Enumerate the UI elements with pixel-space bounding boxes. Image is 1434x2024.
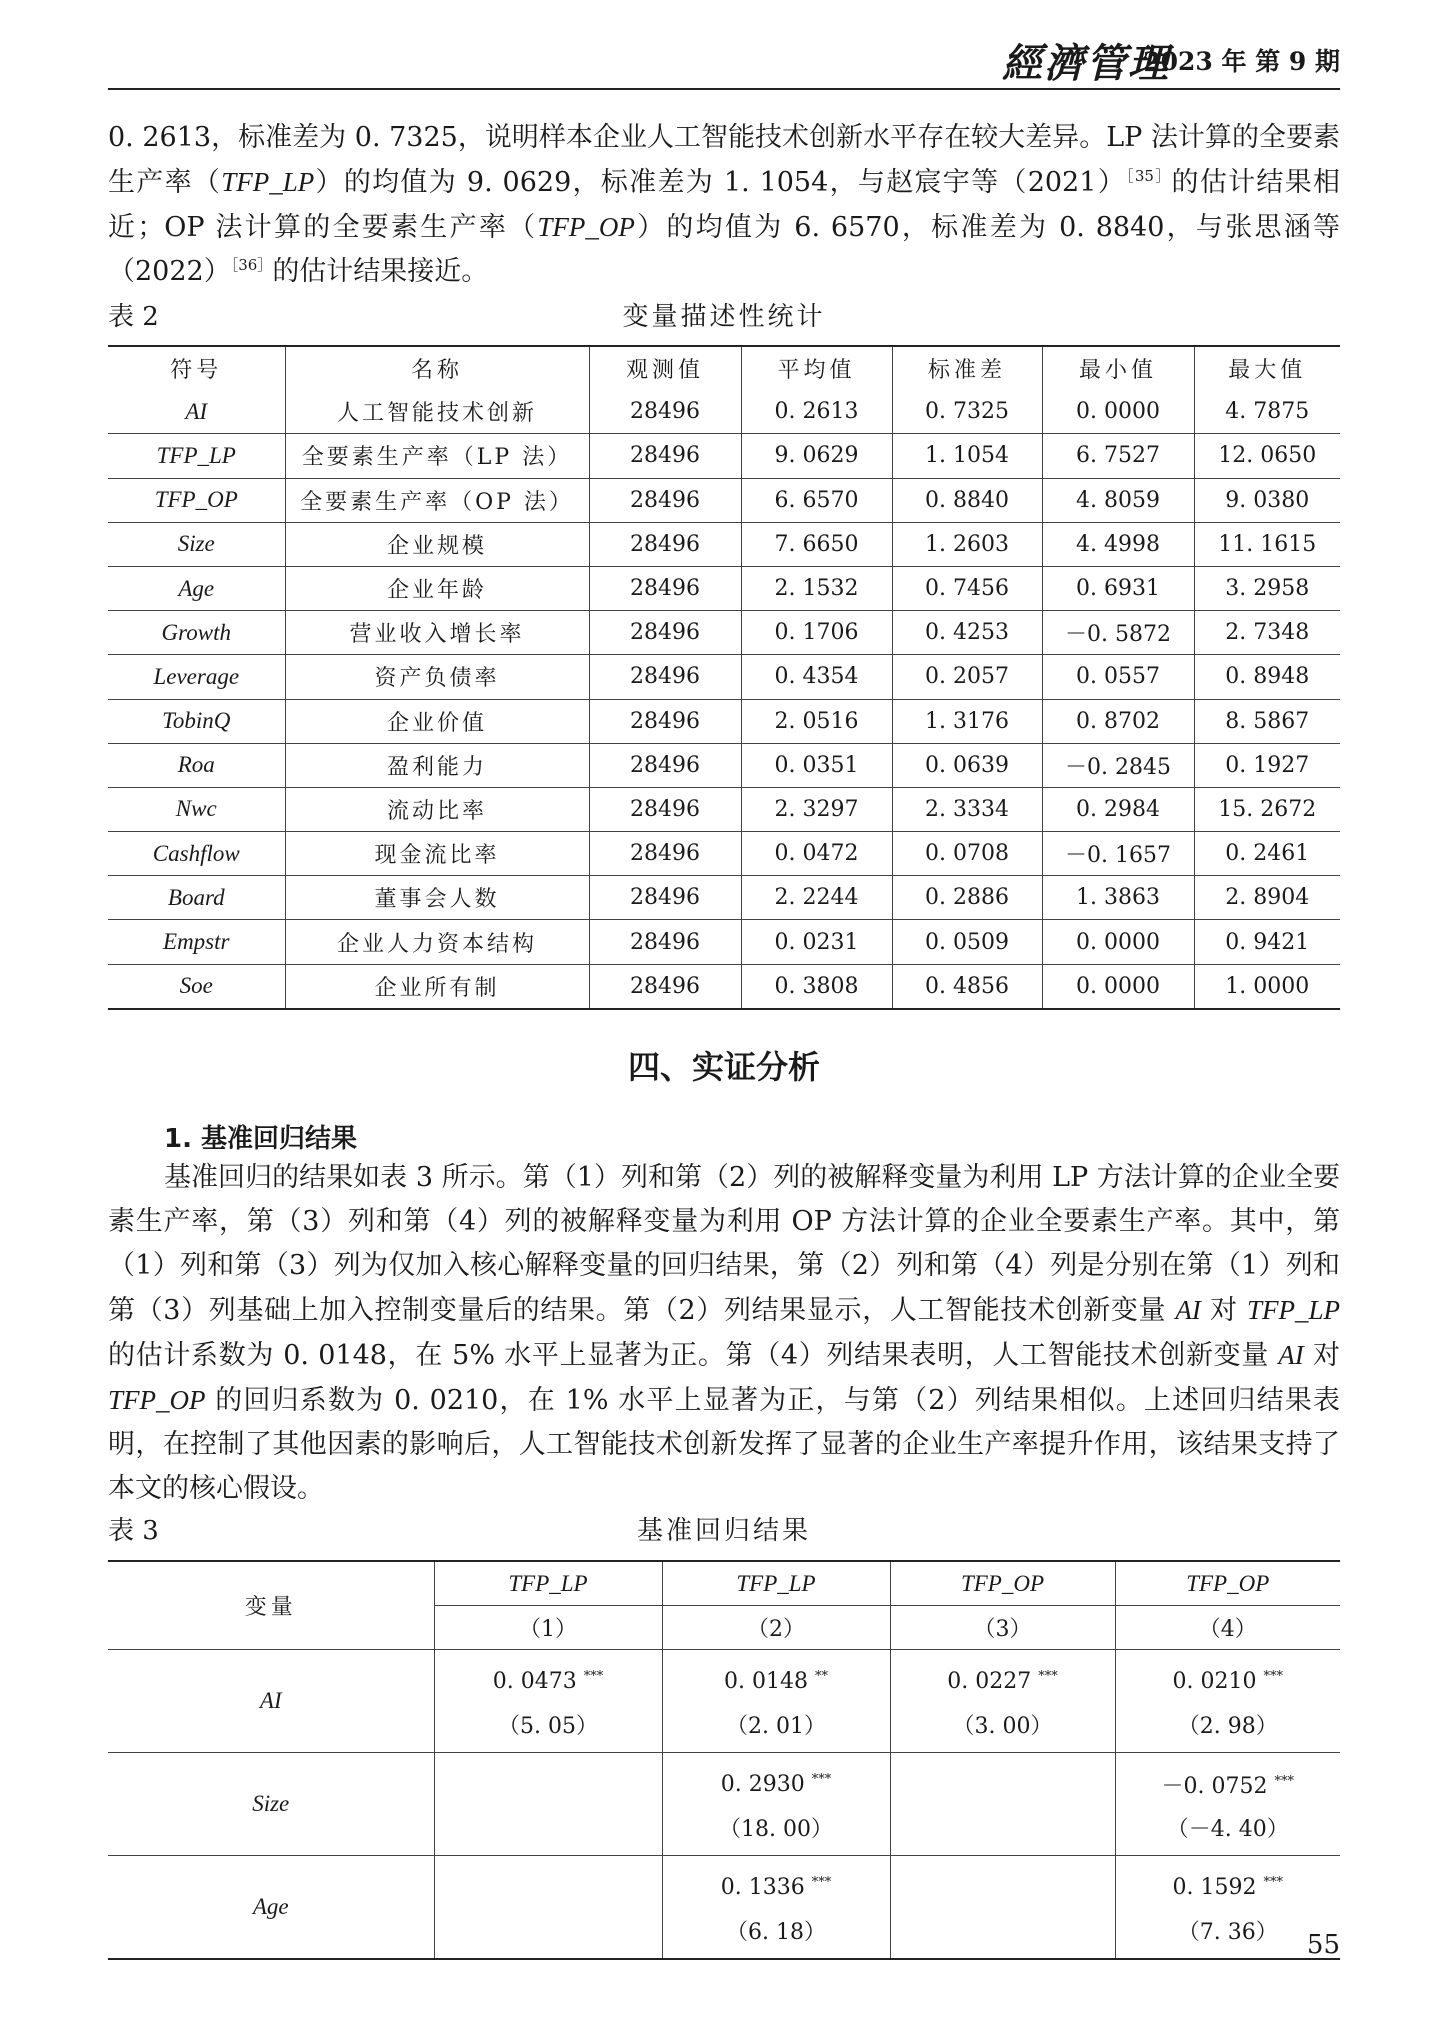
t-stat-cell	[890, 1909, 1115, 1959]
table-cell: 3. 2958	[1194, 566, 1340, 610]
dependent-var-cell: TFP_OP	[1115, 1561, 1340, 1606]
table-row	[108, 390, 1340, 434]
table-cell: 0. 0557	[1042, 655, 1194, 699]
table2-title: 变量描述性统计	[622, 302, 826, 332]
table-cell: 现金流比率	[285, 832, 589, 876]
table-cell: Roa	[108, 743, 285, 787]
table2-caption	[108, 296, 1340, 336]
table-cell: 2. 8904	[1194, 876, 1340, 920]
significance-stars: ***	[811, 1772, 832, 1787]
table-cell: 28496	[589, 522, 741, 566]
t-stat-cell: （3. 00）	[890, 1703, 1115, 1753]
table-cell: 0. 0000	[1042, 390, 1194, 434]
table-header-row	[108, 1561, 1340, 1606]
table-cell: 0. 4253	[892, 611, 1042, 655]
page-header	[108, 28, 1340, 90]
table-cell: Growth	[108, 611, 285, 655]
table-cell: －0. 1657	[1042, 832, 1194, 876]
significance-stars: **	[814, 1669, 828, 1684]
table-cell: 0. 4354	[741, 655, 892, 699]
table-cell: 企业年龄	[285, 566, 589, 610]
significance-stars: ***	[1274, 1774, 1294, 1789]
significance-stars: ***	[583, 1669, 604, 1684]
table3-number: 表 3	[108, 1516, 159, 1546]
table-cell: 2. 7348	[1194, 611, 1340, 655]
table-cell: 0. 8702	[1042, 699, 1194, 743]
table-row	[108, 1856, 1340, 1910]
table-row	[108, 434, 1340, 478]
table-cell: 28496	[589, 390, 741, 434]
table-cell: 0. 0639	[892, 743, 1042, 787]
table-cell: 28496	[589, 964, 741, 1009]
coefficient-cell: 0. 1592 ***	[1115, 1856, 1340, 1910]
t-stat-cell	[434, 1909, 662, 1959]
table-cell: Age	[108, 566, 285, 610]
column-number-cell: （3）	[890, 1606, 1115, 1650]
table-cell: 全要素生产率（OP 法）	[285, 478, 589, 522]
table-cell: 0. 3808	[741, 964, 892, 1009]
t-stat-cell: （6. 18）	[662, 1909, 890, 1959]
coefficient-cell: －0. 0752 ***	[1115, 1753, 1340, 1807]
table-cell: Soe	[108, 964, 285, 1009]
table-cell: 1. 0000	[1194, 964, 1340, 1009]
table-cell: 人工智能技术创新	[285, 390, 589, 434]
table-cell: 2. 3334	[892, 787, 1042, 831]
table-cell: 8. 5867	[1194, 699, 1340, 743]
table-cell: 4. 4998	[1042, 522, 1194, 566]
table-cell: 28496	[589, 566, 741, 610]
subsection-title: 1. 基准回归结果	[164, 1124, 358, 1154]
table-cell: 6. 6570	[741, 478, 892, 522]
significance-stars: ***	[1263, 1875, 1283, 1890]
table-row	[108, 920, 1340, 964]
table-cell: 2. 0516	[741, 699, 892, 743]
variable-cell: AI	[108, 1650, 434, 1753]
table-cell: AI	[108, 390, 285, 434]
table-cell: Cashflow	[108, 832, 285, 876]
table-cell: 企业所有制	[285, 964, 589, 1009]
table-cell: Size	[108, 522, 285, 566]
table-row	[108, 611, 1340, 655]
journal-title: 經濟管理	[1002, 40, 1170, 87]
table-header-cell: 最大值	[1194, 346, 1340, 390]
column-number-cell: （2）	[662, 1606, 890, 1650]
table-cell: 资产负债率	[285, 655, 589, 699]
t-stat-cell: （－4. 40）	[1166, 1817, 1289, 1842]
table-cell: 28496	[589, 699, 741, 743]
table-cell: 28496	[589, 655, 741, 699]
table-row	[108, 876, 1340, 920]
coefficient-cell: 0. 2930 ***	[662, 1753, 890, 1807]
table-cell: 全要素生产率（LP 法）	[285, 434, 589, 478]
table-cell: 12. 0650	[1194, 434, 1340, 478]
table-cell: 0. 2613	[741, 390, 892, 434]
table-row	[108, 832, 1340, 876]
section-title: 四、实证分析	[627, 1048, 820, 1086]
table-cell: 28496	[589, 920, 741, 964]
variable-cell: Size	[108, 1753, 434, 1856]
table-cell: 0. 0472	[741, 832, 892, 876]
table-cell: 4. 8059	[1042, 478, 1194, 522]
significance-stars: ***	[1038, 1669, 1058, 1684]
table-cell: －0. 5872	[1042, 611, 1194, 655]
table-cell: 0. 8840	[892, 478, 1042, 522]
table-cell: 企业价值	[285, 699, 589, 743]
table-cell: 7. 6650	[741, 522, 892, 566]
significance-stars: ***	[811, 1875, 832, 1890]
t-stat-cell: （7. 36）	[1177, 1920, 1278, 1945]
table-row	[108, 1650, 1340, 1704]
significance-stars: ***	[1263, 1669, 1283, 1684]
table-cell: 0. 2057	[892, 655, 1042, 699]
coefficient-cell	[890, 1753, 1115, 1807]
coefficient-cell: 0. 0210 ***	[1115, 1650, 1340, 1704]
table-cell: 企业人力资本结构	[285, 920, 589, 964]
table-cell: 9. 0380	[1194, 478, 1340, 522]
table-header-cell: 变量	[108, 1561, 434, 1650]
table-cell: 4. 7875	[1194, 390, 1340, 434]
table-cell: 0. 0231	[741, 920, 892, 964]
dependent-var-cell: TFP_LP	[434, 1561, 662, 1606]
table-cell: 11. 1615	[1194, 522, 1340, 566]
table-cell: TFP_LP	[108, 434, 285, 478]
table-cell: 0. 4856	[892, 964, 1042, 1009]
t-stat-cell	[890, 1806, 1115, 1856]
t-stat-cell: （2. 01）	[662, 1703, 890, 1753]
dependent-var-cell: TFP_LP	[662, 1561, 890, 1606]
table-cell: 0. 8948	[1194, 655, 1340, 699]
table2-number: 表 2	[108, 302, 159, 332]
table-cell: 2. 2244	[741, 876, 892, 920]
table-cell: 2. 1532	[741, 566, 892, 610]
table-cell: 1. 3863	[1042, 876, 1194, 920]
table-cell: 流动比率	[285, 787, 589, 831]
coefficient-cell: 0. 1336 ***	[662, 1856, 890, 1910]
table-cell: 营业收入增长率	[285, 611, 589, 655]
variable-cell: Age	[108, 1856, 434, 1960]
coefficient-cell	[434, 1753, 662, 1807]
intro-paragraph: 0. 2613，标准差为 0. 7325，说明样本企业人工智能技术创新水平存在较大差异。LP 法计算的全要素生产率（TFP_LP）的均值为 9. 0629，标准差为 1. 1054，与赵宸宇等$(2021)^{[35]}$的估计结果相近；OP 法计算的全要素生产率（TFP_OP）的均值为 6. 6570，标准差为 0. 8840，与张思涵等$(2022)^{[36]}$的估计结果接近。	[108, 122, 1341, 287]
table-cell: 28496	[589, 832, 741, 876]
dependent-var-cell: TFP_OP	[890, 1561, 1115, 1606]
issue-label: 2023 年 第 9 期	[1143, 47, 1340, 76]
t-stat-cell: （5. 05）	[434, 1703, 662, 1753]
table-cell: 企业规模	[285, 522, 589, 566]
table-cell: 0. 0509	[892, 920, 1042, 964]
table-cell: Board	[108, 876, 285, 920]
t-stat-cell: （2. 98）	[1177, 1714, 1278, 1739]
table-cell: 28496	[589, 876, 741, 920]
table-cell: 0. 0351	[741, 743, 892, 787]
table-cell: Leverage	[108, 655, 285, 699]
table-cell: 盈利能力	[285, 743, 589, 787]
table-cell: 0. 6931	[1042, 566, 1194, 610]
table-cell: 0. 7456	[892, 566, 1042, 610]
table-cell: 0. 2886	[892, 876, 1042, 920]
table-cell: 28496	[589, 611, 741, 655]
table-row	[108, 478, 1340, 522]
table-header-cell: 标准差	[892, 346, 1042, 390]
results-paragraph: 基准回归的结果如表 3 所示。第（1）列和第（2）列的被解释变量为利用 LP 方法计算的企业全要素生产率，第（3）列和第（4）列的被解释变量为利用 OP 方法计算的企业全要素生产率。其中，第（1）列和第（3）列为仅加入核心解释变量的回归结果，第（2）列和第（4）列是分别在第（1）列和第（3）列基础上加入控制变量后的结果。第（2）列结果显示，人工智能技术创新变量 AI 对 TFP_LP 的估计系数为 0. 0148，在 5% 水平上显著为正。第（4）列结果表明，人工智能技术创新变量 AI 对 TFP_OP 的回归系数为 0. 0210，在 1% 水平上显著为正，与第（2）列结果相似。上述回归结果表明，在控制了其他因素的影响后，人工智能技术创新发挥了显著的企业生产率提升作用，该结果支持了本文的核心假设。	[108, 1162, 1340, 1504]
t-stat-cell: （18. 00）	[662, 1806, 890, 1856]
table-cell: 2. 3297	[741, 787, 892, 831]
table-cell: 0. 7325	[892, 390, 1042, 434]
table-header-cell: 名称	[285, 346, 589, 390]
table3-caption	[108, 1510, 1340, 1550]
descriptive-stats-table	[108, 345, 1340, 1010]
table-cell: 6. 7527	[1042, 434, 1194, 478]
table-cell: 1. 3176	[892, 699, 1042, 743]
table-cell: Empstr	[108, 920, 285, 964]
coefficient-cell	[434, 1856, 662, 1910]
table-header-cell: 平均值	[741, 346, 892, 390]
table-row	[108, 1753, 1340, 1807]
table-cell: 1. 1054	[892, 434, 1042, 478]
table-cell: 9. 0629	[741, 434, 892, 478]
table-cell: 1. 2603	[892, 522, 1042, 566]
table3-title: 基准回归结果	[636, 1516, 811, 1546]
coefficient-cell: 0. 0473 ***	[434, 1650, 662, 1704]
table-cell: 董事会人数	[285, 876, 589, 920]
table-row	[108, 522, 1340, 566]
table-cell: 28496	[589, 478, 741, 522]
table-cell: 28496	[589, 434, 741, 478]
table-cell: 28496	[589, 787, 741, 831]
column-number-cell: （1）	[434, 1606, 662, 1650]
coefficient-cell	[890, 1856, 1115, 1910]
t-stat-cell	[434, 1806, 662, 1856]
column-number-cell: （4）	[1198, 1617, 1257, 1642]
table-row	[108, 655, 1340, 699]
table-cell: Nwc	[108, 787, 285, 831]
table-header-cell: 符号	[108, 346, 285, 390]
table-header-cell: 观测值	[589, 346, 741, 390]
table-row	[108, 566, 1340, 610]
table-row	[108, 743, 1340, 787]
table-cell: 0. 0000	[1042, 964, 1194, 1009]
table-header-cell: 最小值	[1042, 346, 1194, 390]
table-cell: TobinQ	[108, 699, 285, 743]
table-cell: 0. 1706	[741, 611, 892, 655]
table-cell: 0. 9421	[1194, 920, 1340, 964]
table-cell: 0. 2984	[1042, 787, 1194, 831]
table-cell: 15. 2672	[1194, 787, 1340, 831]
table-cell: －0. 2845	[1042, 743, 1194, 787]
table-cell: 28496	[589, 743, 741, 787]
table-cell: 0. 1927	[1194, 743, 1340, 787]
table-cell: TFP_OP	[108, 478, 285, 522]
coefficient-cell: 0. 0227 ***	[890, 1650, 1115, 1704]
regression-table	[108, 1560, 1340, 1960]
table-cell: 0. 0000	[1042, 920, 1194, 964]
table-cell: 0. 0708	[892, 832, 1042, 876]
table-cell: 0. 2461	[1194, 832, 1340, 876]
table-row	[108, 787, 1340, 831]
table-row	[108, 699, 1340, 743]
page-number: 55	[1306, 1930, 1340, 1960]
coefficient-cell: 0. 0148 **	[662, 1650, 890, 1704]
table-row	[108, 964, 1340, 1009]
